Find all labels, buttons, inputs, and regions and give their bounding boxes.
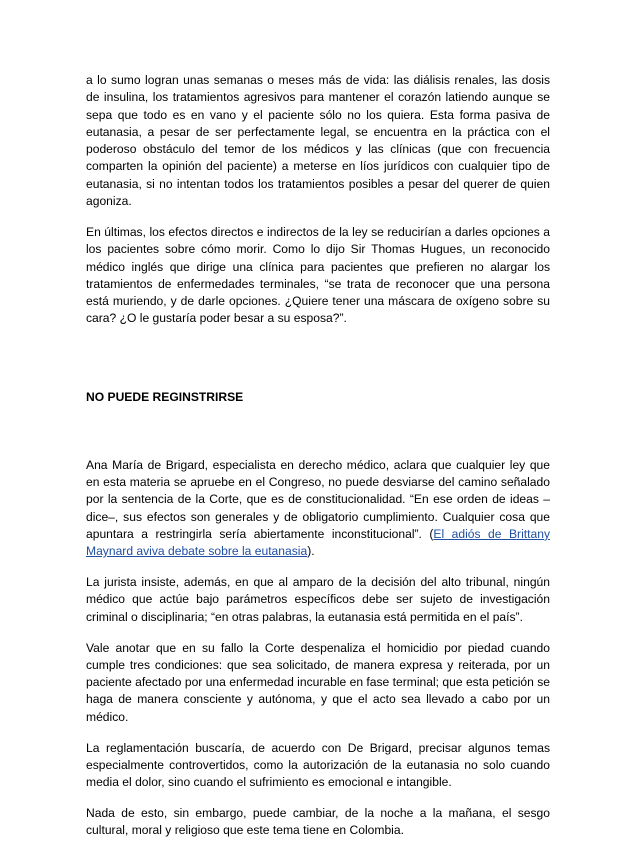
paragraph-text: Ana María de Brigard, especialista en derecho médico, aclara que cualquier ley que en esta materia se apruebe en el Congreso, no puede desviarse del camino señalado por la sentencia de la Corte, que es de constitucionalidad. “En ese orden de ideas –dice–, sus efectos son generales y de obligatorio cumplimiento. Cualquier cosa que apuntara a restringirla sería abiertamente inconstitucional”. ( bbox=[86, 457, 550, 541]
paragraph-patient-options: En últimas, los efectos directos e indirectos de la ley se reducirían a darles opciones a los pacientes sobre cómo morir. Como lo dijo Sir Thomas Hugues, un reconocido médico inglés que dirige una clínica para pacientes que prefieren no alargar los tratamientos de enfermedades terminales, “se trata de reconocer que una persona está muriendo, y de darle opciones. ¿Quiere tener una máscara de oxígeno sobre su cara? ¿O le gustaría poder besar a su esposa?”. bbox=[86, 224, 550, 326]
spacer bbox=[86, 341, 550, 389]
paragraph-cultural-bias: Nada de esto, sin embargo, puede cambiar, de la noche a la mañana, el sesgo cultural, moral y religioso que este tema tiene en Colombia. bbox=[86, 806, 550, 838]
article-link-brittany-maynard[interactable]: El adiós de Brittany Maynard aviva debate sobre la eutanasia bbox=[86, 526, 550, 559]
paragraph-de-brigard bbox=[86, 457, 550, 561]
paragraph-court-conditions: Vale anotar que en su fallo la Corte despenaliza el homicidio por piedad cuando cumple tres condiciones: que sea solicitado, de manera expresa y reiterada, por un paciente afectado por una enfermedad incurable en fase terminal; que esta petición se haga de manera consciente y autónoma, y que el acto sea llevado a cabo por un médico. bbox=[86, 640, 550, 724]
paragraph-jurist-insists: La jurista insiste, además, en que al amparo de la decisión del alto tribunal, ningún médico que actúe bajo parámetros específicos debe ser sujeto de investigación criminal o disciplinaria; “en otras palabras, la eutanasia está permitida en el país”. bbox=[86, 575, 550, 624]
paragraph-text-end: ). bbox=[307, 544, 315, 559]
document-page bbox=[86, 72, 550, 853]
spacer bbox=[86, 407, 550, 457]
paragraph-passive-euthanasia: a lo sumo logran unas semanas o meses más de vida: las diálisis renales, las dosis de insulina, los tratamientos agresivos para mantener el corazón latiendo aunque se sepa que todo es en vano y el paciente sólo no los quiera. Esta forma pasiva de eutanasia, a pesar de ser perfectamente legal, se encuentra en la práctica con el poderoso obstáculo del temor de los médicos y las clínicas (que con frecuencia comparten la opinión del paciente) a meterse en líos jurídicos con cualquier tipo de eutanasia, si no intentan todos los tratamientos posibles a pesar del querer de quien agoniza. bbox=[86, 73, 550, 209]
paragraph-regulation: La reglamentación buscaría, de acuerdo con De Brigard, precisar algunos temas especialmente controvertidos, como la autorización de la eutanasia no solo cuando media el dolor, sino cuando el sufrimiento es emocional e intangible. bbox=[86, 740, 550, 790]
section-heading: NO PUEDE REGINSTRIRSE bbox=[86, 390, 244, 405]
